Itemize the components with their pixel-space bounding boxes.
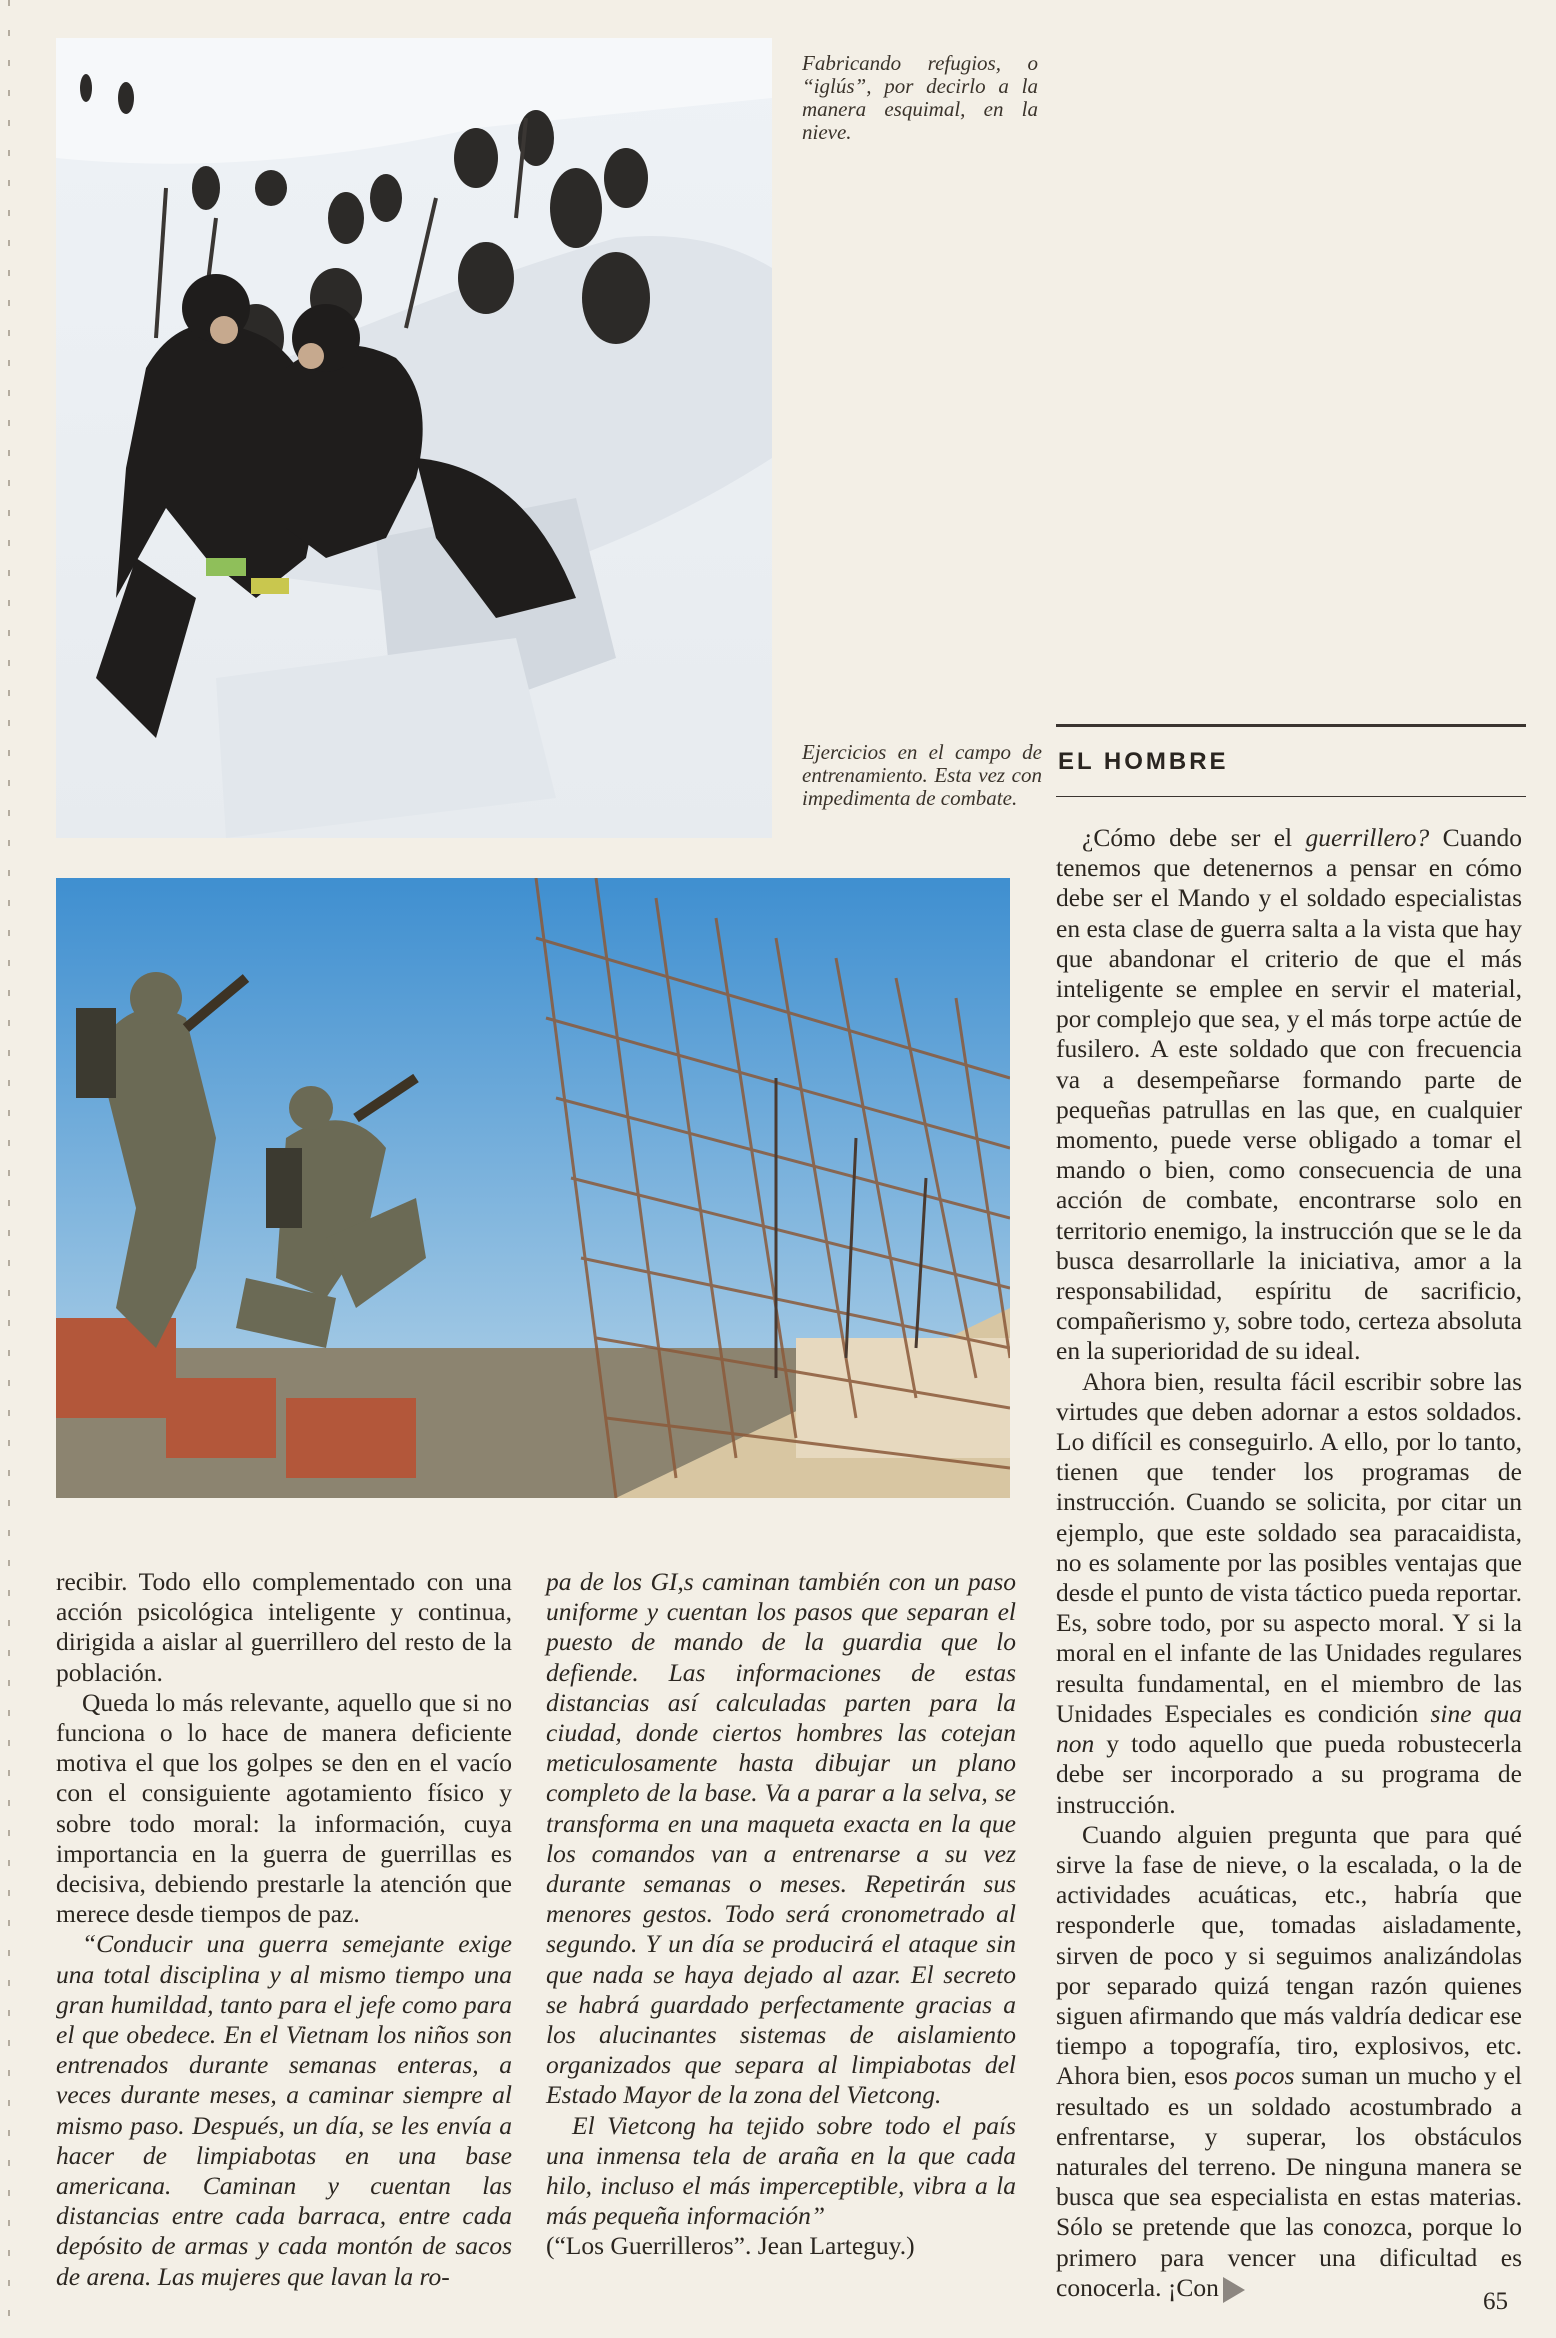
page-number: 65: [1483, 2288, 1508, 2315]
right-column: [1056, 823, 1522, 2303]
right-paragraph-3: Cuando alguien pregunta que para qué sirve la fase de nieve, o la escalada, o la de actividades acuáticas, etc., habría que responderle que, tomadas aisladamente, sirven de poco y si seguimos analizándolas por separado quizá tengan razón quienes siguen afirmando que más valdría dedicar ese tiempo a topografía, tiro, explosivos, etc. Ahora bien, esos pocos suman un mucho y el resultado es un soldado acostumbrado a enfrentarse, y superar, los obstáculos naturales del terreno. De ninguna manera se busca que sea especialista en estas materias. Sólo se pretende que las conozca, porque lo primero para vencer una dificultad es conocerla. ¡Con: [1056, 1819, 1522, 2302]
left-column: [56, 1567, 512, 2292]
middle-paragraph-2: El Vietcong ha tejido sobre todo el país una inmensa tela de araña en la que cada hilo, incluso el más imperceptible, vibra a la más pequeña información”: [546, 2110, 1016, 2231]
caption-training: Ejercicios en el campo de entrenamiento. Esta vez con impedimenta de combate.: [802, 740, 1042, 810]
continue-arrow-icon: [1223, 2277, 1245, 2303]
middle-column: [546, 1567, 1016, 2262]
heading-rule-top: [1056, 724, 1526, 727]
heading-rule-bottom: [1056, 796, 1526, 797]
right-paragraph-1: ¿Cómo debe ser el guerrillero? Cuando tenemos que detenernos a pensar en cómo debe ser el Mando y el soldado especialistas en esta clase de guerra salta a la vista que hay que abandonar el criterio de que el más inteligente se emplee en servir el material, por complejo que sea, y el más torpe actúe de fusilero. A este soldado que con frecuencia va a desempeñarse formando parte de pequeñas patrullas en las que, en cualquier momento, puede verse obligado a tomar el mando o bien, como consecuencia de una acción de combate, encontrarse solo en territorio enemigo, la instrucción que se le da busca desarrollarle la iniciativa, amor a la responsabilidad, espíritu de sacrificio, compañerismo y, sobre todo, certeza absoluta en la superioridad de su ideal.: [1056, 823, 1522, 1366]
page-edge: [8, 0, 10, 2338]
snow-photo: [56, 38, 772, 838]
training-photo: [56, 878, 1010, 1498]
snow-photo-image: [56, 38, 772, 838]
left-paragraph-2: Queda lo más relevante, aquello que si no funciona o lo hace de manera deficiente motiva el que los golpes se den en el vacío con el consiguiente agotamiento físico y sobre todo moral: la información, cuya importancia en la guerra de guerrillas es decisiva, debiendo prestarle la atención que merece desde tiempos de paz.: [56, 1687, 512, 1929]
quote-source: (“Los Guerrilleros”. Jean Larteguy.): [546, 2231, 915, 2261]
caption-snow: Fabricando refugios, o “iglús”, por decirlo a la manera esquimal, en la nieve.: [802, 51, 1038, 144]
middle-paragraph-1: pa de los GI,s caminan también con un paso uniforme y cuentan los pasos que separan el puesto de mando de la guardia que lo defiende. Las informaciones de estas distancias así calculadas parten para la ciudad, donde ciertos hombres las cotejan meticulosamente hasta dibujar un plano completo de la base. Va a parar a la selva, se transforma en una maqueta exacta en la que los comandos van a entrenarse a su vez durante semanas o meses. Repetirán sus menores gestos. Todo será cronometrado al segundo. Y un día se producirá el ataque sin que nada se haya dejado al azar. El secreto se habrá guardado perfectamente gracias a los alucinantes sistemas de aislamiento organizados que separa al limpiabotas del Estado Mayor de la zona del Vietcong.: [546, 1567, 1016, 2110]
left-paragraph-3: “Conducir una guerra semejante exige una total disciplina y al mismo tiempo una gran humildad, tanto para el jefe como para el que obedece. En el Vietnam los niños son entrenados durante semanas enteras, a veces durante meses, a caminar siempre al mismo paso. Después, un día, se les envía a hacer de limpiabotas en una base americana. Caminan y cuentan las distancias entre cada barraca, entre cada depósito de armas y cada montón de sacos de arena. Las mujeres que lavan la ro-: [56, 1929, 512, 2291]
right-paragraph-2: Ahora bien, resulta fácil escribir sobre las virtudes que deben adornar a estos soldados. Lo difícil es conseguirlo. A ello, por lo tanto, tienen que tender los programas de instrucción. Cuando se solicita, por citar un ejemplo, que este soldado sea paracaidista, no es solamente por las posibles ventajas que desde el punto de vista táctico pueda reportar. Es, sobre todo, por su aspecto moral. Y si la moral en el infante de las Unidades regulares resulta fundamental, en el miembro de las Unidades Especiales es condición sine qua non y todo aquello que pueda robustecerla debe ser incorporado a su programa de instrucción.: [1056, 1366, 1522, 1819]
left-paragraph-1: recibir. Todo ello complementado con una acción psicológica inteligente y continua, dirigida a aislar al guerrillero del resto de la población.: [56, 1567, 512, 1687]
section-heading: EL HOMBRE: [1058, 748, 1229, 775]
training-photo-image: [56, 878, 1010, 1498]
